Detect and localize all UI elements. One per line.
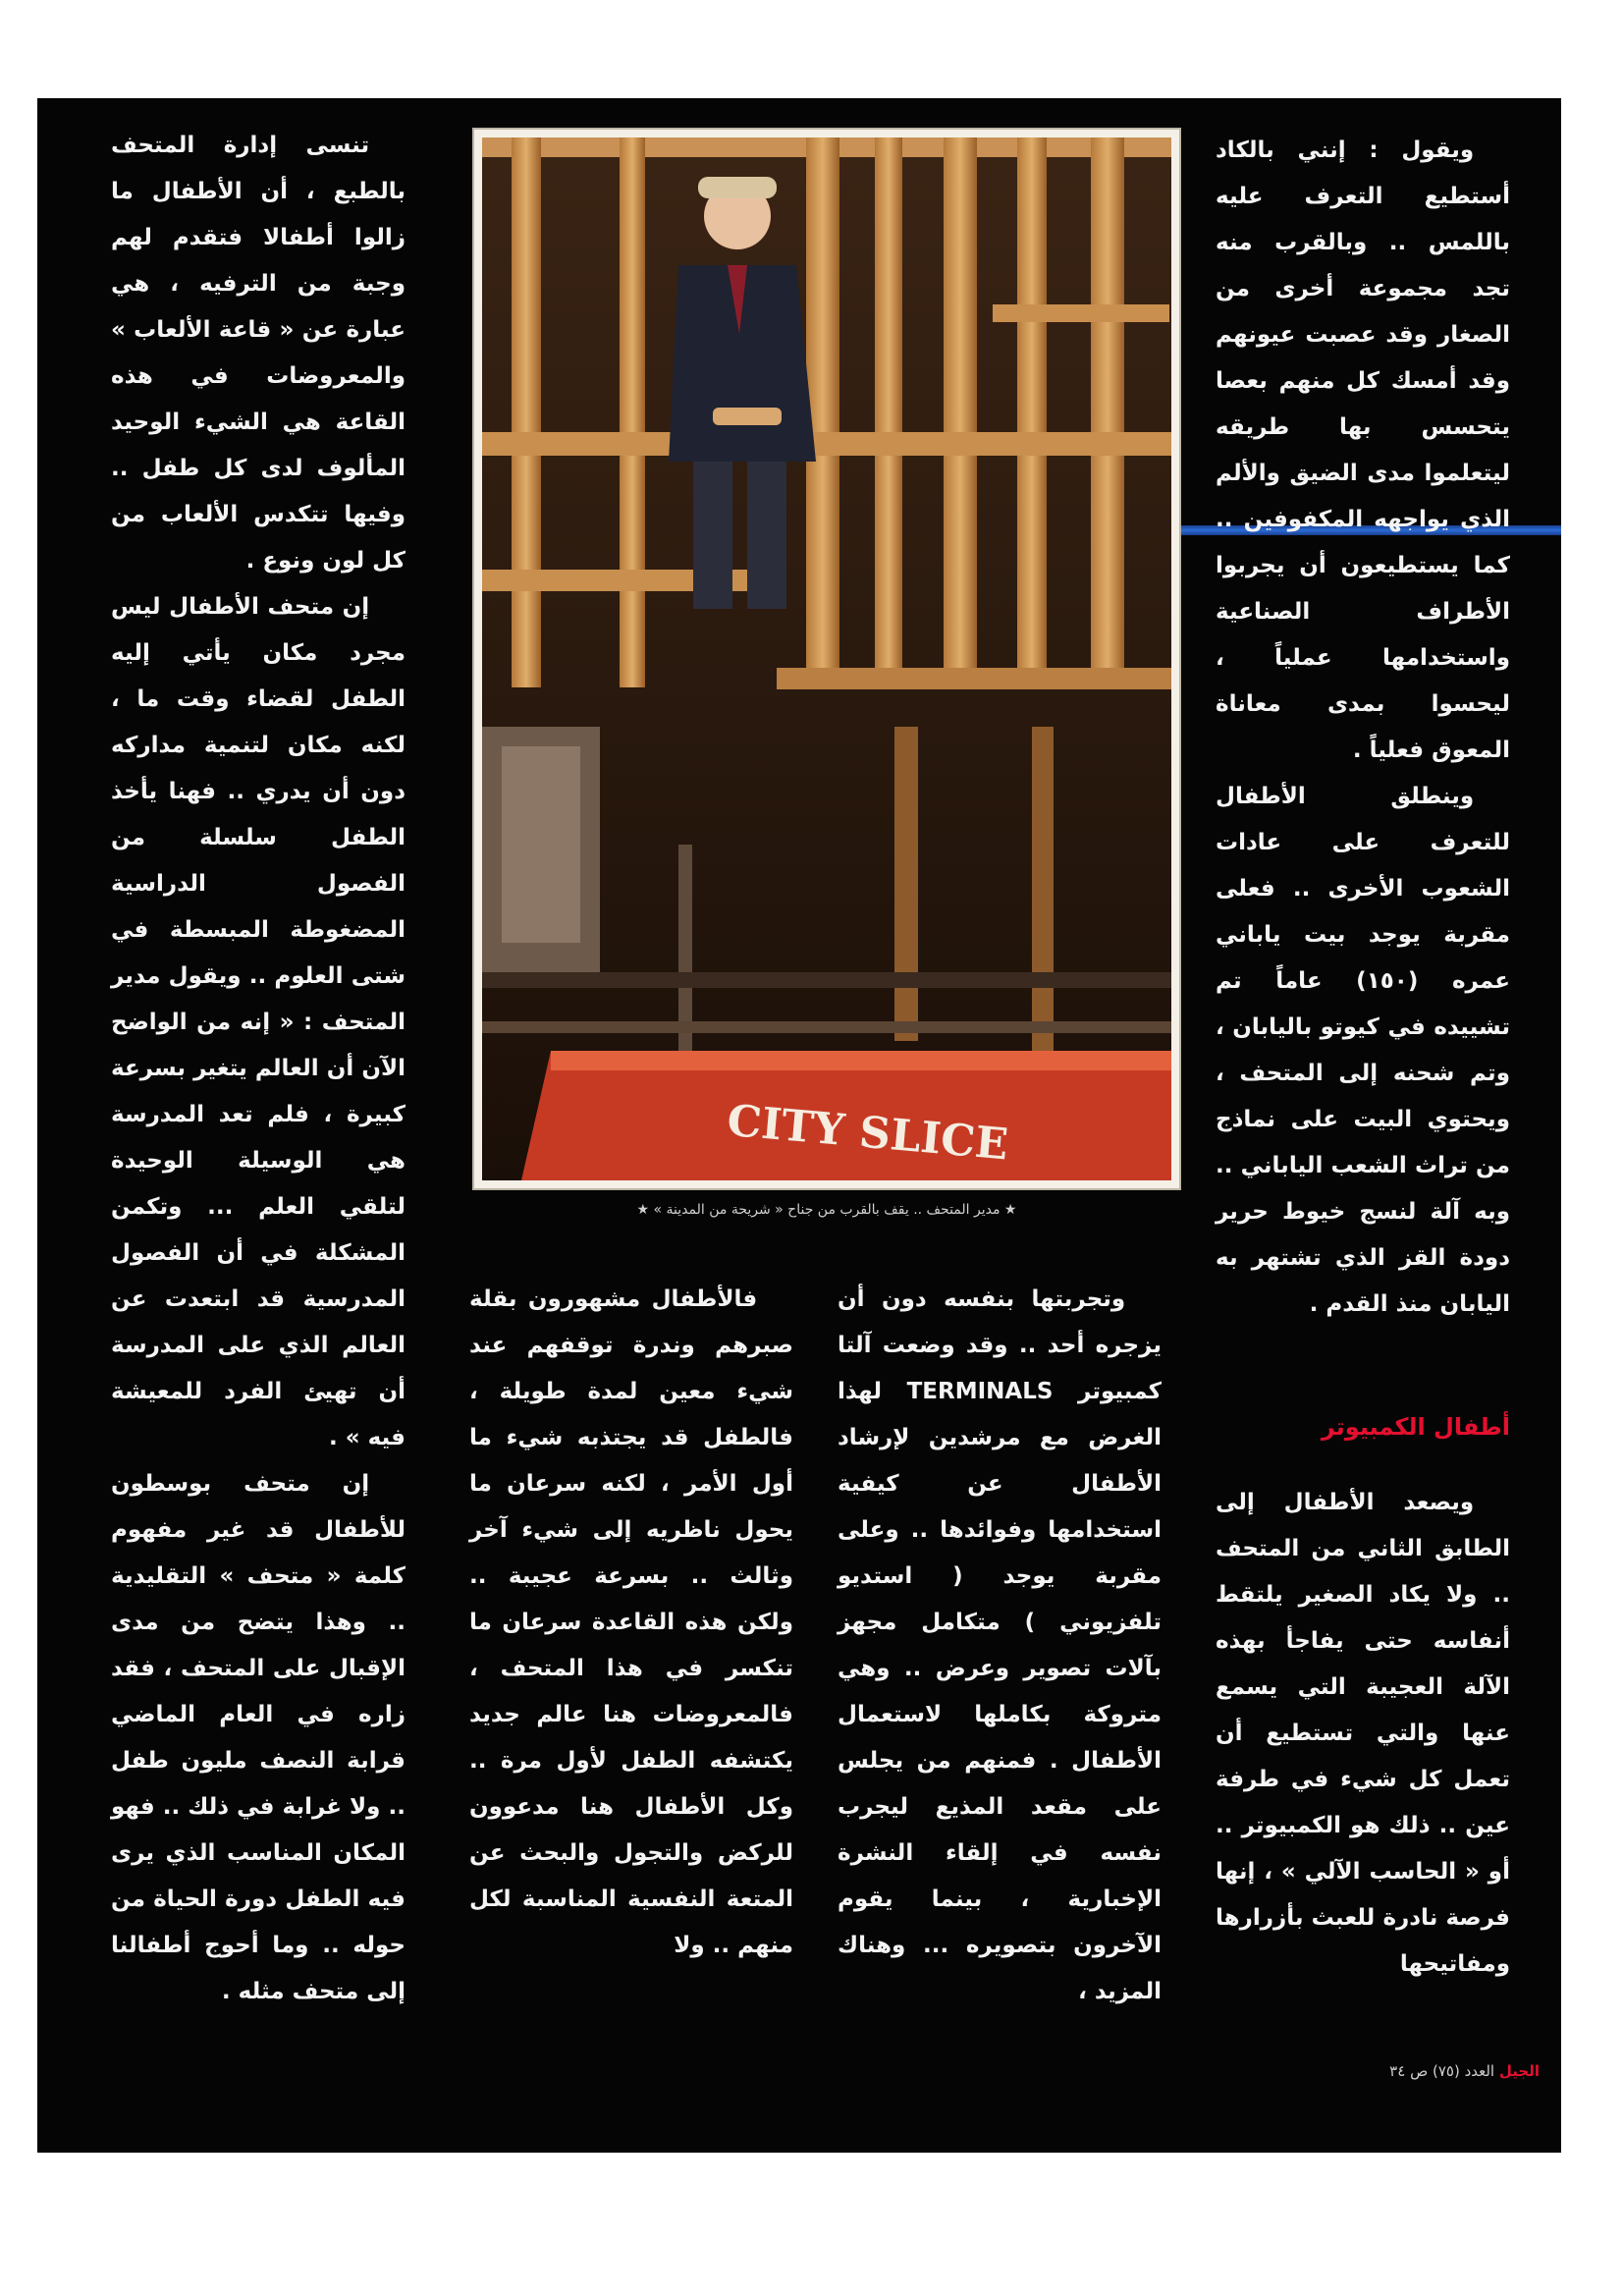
magazine-page — [37, 98, 1561, 2153]
paragraph: إن متحف الأطفال ليس مجرد مكان يأتي إليه الطفل لقضاء وقت ما ، لكنه مكان لتنمية مداركه دون أن يدري .. فهنا يأخذ الطفل سلسلة من الفصول الدراسية المضغوطة المبسطة في شتى العلوم .. ويقول مدير المتحف : « إنه من الواضح الآن أن العالم يتغير بسرعة كبيرة ، فلم تعد المدرسة هي الوسيلة الوحيدة لتلقي العلم ... وتكمن المشكلة في أن الفصول المدرسية قد ابتعدت عن العالم الذي على المدرسة أن تهيئ الفرد للمعيشة فيه » . — [111, 594, 406, 1450]
paragraph: فالأطفال مشهورون بقلة صبرهم وندرة توقفهم عند شيء معين لمدة طويلة ، فالطفل قد يجتذبه شيء ما أول الأمر ، لكنه سرعان ما يحول ناظريه إلى شيء آخر وثالث .. بسرعة عجيبة .. ولكن هذه القاعدة سرعان ما تنكسر في هذا المتحف ، فالمعروضات هنا عالم جديد يكتشفه الطفل لأول مرة .. وكل الأطفال هنا مدعوون للركض والتجول والبحث عن المتعة النفسية المناسبة لكل منهم .. ولا — [469, 1286, 793, 1958]
paragraph: إن متحف بوسطون للأطفال قد غير مفهوم كلمة « متحف » التقليدية .. وهذا يتضح من مدى الإقبال على المتحف ، فقد زاره في العام الماضي قرابة النصف مليون طفل .. ولا غرابة في ذلك .. فهو المكان المناسب الذي يرى فيه الطفل دورة الحياة من حوله .. وما أحوج أطفالنا إلى متحف مثله . — [111, 1471, 406, 2004]
paragraph: وينطلق الأطفال للتعرف على عادات الشعوب الأخرى .. فعلى مقربة يوجد بيت ياباني عمره (١٥٠) عاماً تم تشييده في كيوتو باليابان ، وتم شحنه إلى المتحف ، ويحتوي البيت على نماذج من تراث الشعب الياباني .. وبه آلة لنسج خيوط حرير دودة القز الذي تشتهر به اليابان منذ القدم . — [1216, 784, 1510, 1317]
photo-caption: ★ مدير المتحف .. يقف بالقرب من جناح « شريحة من المدينة » ★ — [636, 1202, 1017, 1218]
paragraph: ويقول : إنني بالكاد أستطيع التعرف عليه باللمس .. وبالقرب منه تجد مجموعة أخرى من الصغار وقد عصبت عيونهم وقد أمسك كل منهم بعصا يتحسس بها طريقه ليتعلموا مدى الضيق والألم الذي يواجهه المكفوفين .. كما يستطيعون أن يجربوا الأطراف الصناعية واستخدامها عملياً ، ليحسوا بمدى معاناة المعوق فعلياً . — [1216, 137, 1510, 763]
middle-column-2 — [469, 1277, 793, 1969]
paragraph: تنسى إدارة المتحف بالطبع ، أن الأطفال ما زالوا أطفالا فتقدم لهم وجبة من الترفيه ، هي عبارة عن « قاعة الألعاب » والمعروضات في هذه القاعة هي الشيء الوحيد المألوف لدى كل طفل .. وفيها تتكدس الألعاب من كل لون ونوع . — [111, 133, 406, 574]
issue-number: العدد (٧٥) ص ٣٤ — [1389, 2062, 1495, 2080]
section-heading: أطفال الكمبيوتر — [1321, 1413, 1510, 1441]
left-column — [111, 123, 406, 2015]
page-footer — [1166, 2062, 1540, 2080]
magazine-brand: الجيل — [1498, 2062, 1540, 2080]
photo-illustration — [482, 137, 1171, 1180]
middle-column-1 — [838, 1277, 1162, 2015]
paragraph: ويصعد الأطفال إلى الطابق الثاني من المتحف .. ولا يكاد الصغير يلتقط أنفاسه حتى يفاجأ بهذه الآلة العجيبة التي يسمع عنها والتي تستطيع أن تعمل كل شيء في طرفة عين .. ذلك هو الكمبيوتر .. أو « الحاسب الآلي » ، إنها فرصة نادرة للعبث بأزرارها ومفاتيحها — [1216, 1490, 1510, 1977]
museum-photo — [472, 128, 1181, 1190]
right-column — [1216, 128, 1510, 1988]
paragraph: وتجربتها بنفسه دون أن يزجره أحد .. وقد وضعت آلتا كمبيوتر TERMINALS لهذا الغرض مع مرشدين لإرشاد الأطفال عن كيفية استخدامها وفوائدها .. وعلى مقربة يوجد ( استديو تلفزيوني ) متكامل مجهز بآلات تصوير وعرض .. وهي متروكة بكاملها لاستعمال الأطفال . فمنهم من يجلس على مقعد المذيع ليجرب نفسه في إلقاء النشرة الإخبارية ، بينما يقوم الآخرون بتصويره ... وهناك المزيد ، — [838, 1286, 1162, 2004]
sign-text: CITY SLICE — [725, 1095, 1010, 1171]
